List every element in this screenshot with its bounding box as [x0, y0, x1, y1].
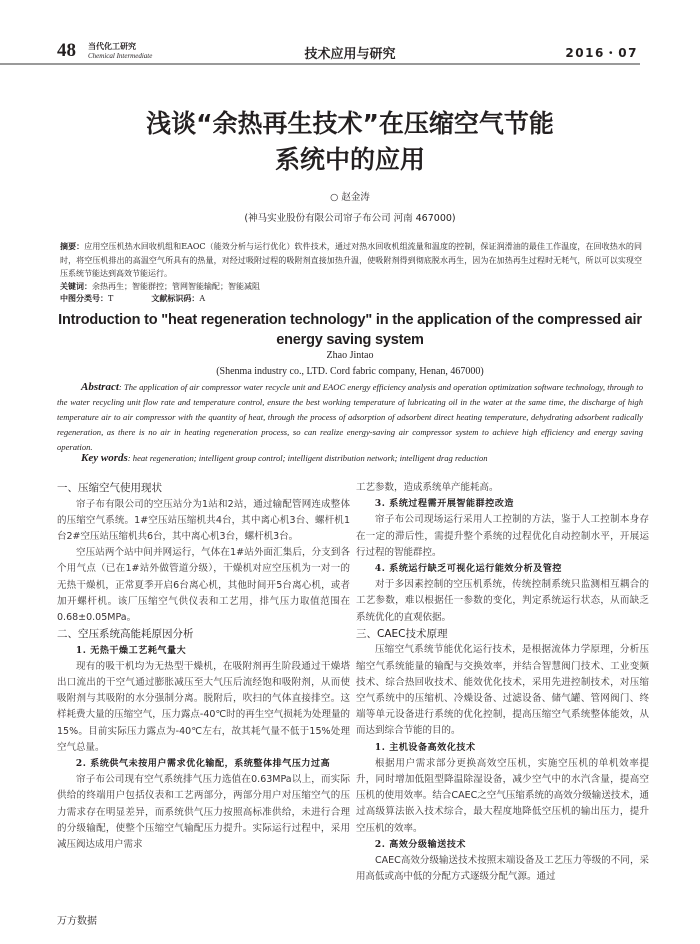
section-title: 技术应用与研究 [304, 47, 396, 62]
author: ○ 赵金涛 [330, 192, 370, 203]
keywords-label: 关键词： [60, 282, 92, 291]
subsection-heading: 3. 系统过程需开展智能群控改造 [374, 499, 515, 510]
abstract-cn [60, 240, 642, 281]
doc-value: A [199, 294, 206, 303]
english-abstract-text: The application of air compressor water recycle unit and EAOC energy efficiency analysis and operation optimization software technology, through to the water recycling unit flow rate and temperature control, ensure the best working temperature of lubricating oil in the water at the same time, the discharge of high temperature air to air compressor with the quantity of heat, through the process of adsorption of adsorbent direct heating temperature, dehydrating adsorbent radically regeneration, as there is no air in heating regeneration process, so can realize energy-saving air compressor system to achieve high efficiency and energy saving operation. [57, 382, 643, 452]
english-keywords-text: heat regeneration; intelligent group control; intelligent distribution network; intelligent drag reduction [132, 453, 488, 463]
article-title [60, 106, 640, 178]
english-keywords-sep: : [127, 453, 133, 463]
body-right-column [356, 480, 649, 885]
paragraph: 工艺参数，造成系统单产能耗高。 [356, 482, 499, 493]
journal-name-cn: 当代化工研究 [88, 42, 136, 51]
abstract-text: 应用空压机热水回收机组和EAOC（能效分析与运行优化）软件技术，通过对热水回收机组流量和温度的控制，保证润滑油的最佳工作温度，在回收热水的同时，将空压机排出的高温空气所具有的热量，对经过吸附过程的吸附剂直接加热升温，使吸附剂得到彻底脱水再生，因为在加热再生过程时无耗气，所以可以实现空压系统节能达到高效节能运行。 [60, 242, 642, 278]
english-abstract [57, 380, 643, 455]
paragraph: 根据用户需求部分更换高效空压机，实施空压机的单机效率提升，同时增加低阻型降温除湿设备，减少空气中的水汽含量，提高空压机的使用效率。结合CAEC之空气压缩系统的高效分级输送技术，通过高级算法嵌入技术综合，最大程度地降低空压机的输出压力，提升空压机的效率。 [356, 757, 649, 834]
header-rule [0, 63, 640, 65]
title-line-1: 浅谈“余热再生技术”在压缩空气节能 [146, 109, 554, 138]
english-keywords-label: Key words [81, 452, 128, 464]
abstract-label: 摘要： [60, 242, 85, 251]
title-line-2: 系统中的应用 [274, 145, 425, 174]
english-affiliation: (Shenma industry co., LTD. Cord fabric company, Henan, 467000) [216, 366, 484, 377]
doc-label: 文献标识码： [151, 294, 200, 303]
keywords-text: 余热再生；智能群控；管网智能输配；智能减阻 [92, 282, 260, 291]
section-heading-3: 三、CAEC技术原理 [356, 627, 448, 640]
classification [60, 293, 642, 305]
english-title [55, 310, 645, 350]
journal-name-en: Chemical Intermediate [88, 52, 153, 60]
class-value: T [108, 294, 114, 303]
paragraph: 压缩空气系统节能优化运行技术，是根据流体力学原理，分析压缩空气系统能量的输配与交换效率，并结合智慧阀门技术、工业变频技术、综合热回收技术、能效优化技术，采用先进控制技术，对压缩空气系统中的压缩机、冷燥设备、过滤设备、储气罐、管网阀门、终端等单元设备进行系统的优化控制，提高压缩空气系统整体能效，从而达到综合节能的目的。 [356, 644, 649, 737]
paragraph: 帘子布有限公司的空压站分为1站和2站，通过输配管网连成整体的压缩空气系统。1#空压站压缩机共4台，其中离心机3台、螺杆机1台2#空压站压缩机共6台，其中离心机3台，螺杆机3台。 [57, 498, 350, 542]
keywords-cn [60, 281, 642, 293]
issue-label: 2016・07 [565, 46, 638, 60]
paragraph: CAEC高效分级输送技术按照末端设备及工艺压力等级的不同，采用高低或高中低的分配方式逐级分配气源。通过 [356, 854, 649, 883]
paragraph: 帘子布公司现场运行采用人工控制的方法，鉴于人工控制本身存在一定的滞后性，需提升整个系统的过程优化自动控制水平，开展运行过程的智能群控。 [356, 514, 649, 558]
paragraph: 空压站两个站中间并网运行，气体在1#站外面汇集后，分支到各个用气点（已在1#站外做管道分级），干燥机对应空压机为一对一的无热干燥机，正常夏季开启6台离心机，其他时间开5台离心机，或者加开螺杆机。该厂压缩空气供仪表和工艺用，排气压力取值范围在0.68±0.05MPa。 [57, 547, 350, 623]
paragraph: 对于多因素控制的空压机系统，传统控制系统只监测相互耦合的工艺参数，难以根据任一参数的变化，判定系统运行状态，从而缺乏系统优化的直观依据。 [356, 579, 649, 623]
page-number: 48 [57, 40, 76, 61]
subsection-heading: 1. 无热干燥工艺耗气量大 [75, 645, 187, 656]
english-title-line-2: energy saving system [276, 332, 424, 348]
english-keywords [81, 451, 641, 466]
affiliation: (神马实业股份有限公司帘子布公司 河南 467000) [244, 213, 456, 224]
paragraph: 现有的吸干机均为无热型干燥机，在吸附剂再生阶段通过干燥塔出口流出的干空气通过膨胀减压至大气压后流经饱和吸附剂，从而使吸附剂与其吸附的水分强制分离。脱附后，吹扫的气体直接排空。这样耗费大量的压缩空气，压力露点-40℃时的再生空气损耗为处理量的15%。目前实际压力露点为-40℃左右，故其耗气量不低于15%处理空气总量。 [57, 660, 350, 753]
subsection-heading: 2. 高效分级输送技术 [374, 839, 467, 850]
english-author: Zhao Jintao [326, 350, 374, 361]
english-abstract-sep: : [118, 382, 124, 392]
body-left-column [57, 480, 350, 853]
watermark-footer: 万方数据 [57, 916, 97, 927]
paragraph: 帘子布公司现有空气系统排气压力选值在0.63MPa以上，而实际供给的终端用户包括仪表和工艺两部分，两部分用户对压缩空气的压力需求存在明显差异，而系统供气压力按照高标准供给，未进行合理的分级输配，使整个压缩空气输配压力提升。实际运行过程中，采用减压阀达成用户需求 [57, 774, 350, 851]
subsection-heading: 2. 系统供气未按用户需求优化输配，系统整体排气压力过高 [75, 759, 331, 770]
section-heading-1: 一、压缩空气使用现状 [57, 482, 162, 494]
subsection-heading: 4. 系统运行缺乏可视化运行能效分析及管控 [374, 564, 563, 575]
english-title-line-1: Introduction to "heat regeneration technology" in the application of the compressed air [58, 312, 642, 328]
english-abstract-label: Abstract [81, 381, 119, 393]
class-label: 中图分类号： [60, 294, 108, 303]
subsection-heading: 1. 主机设备高效化技术 [374, 742, 476, 753]
section-heading-2: 二、空压系统高能耗原因分析 [57, 628, 194, 641]
